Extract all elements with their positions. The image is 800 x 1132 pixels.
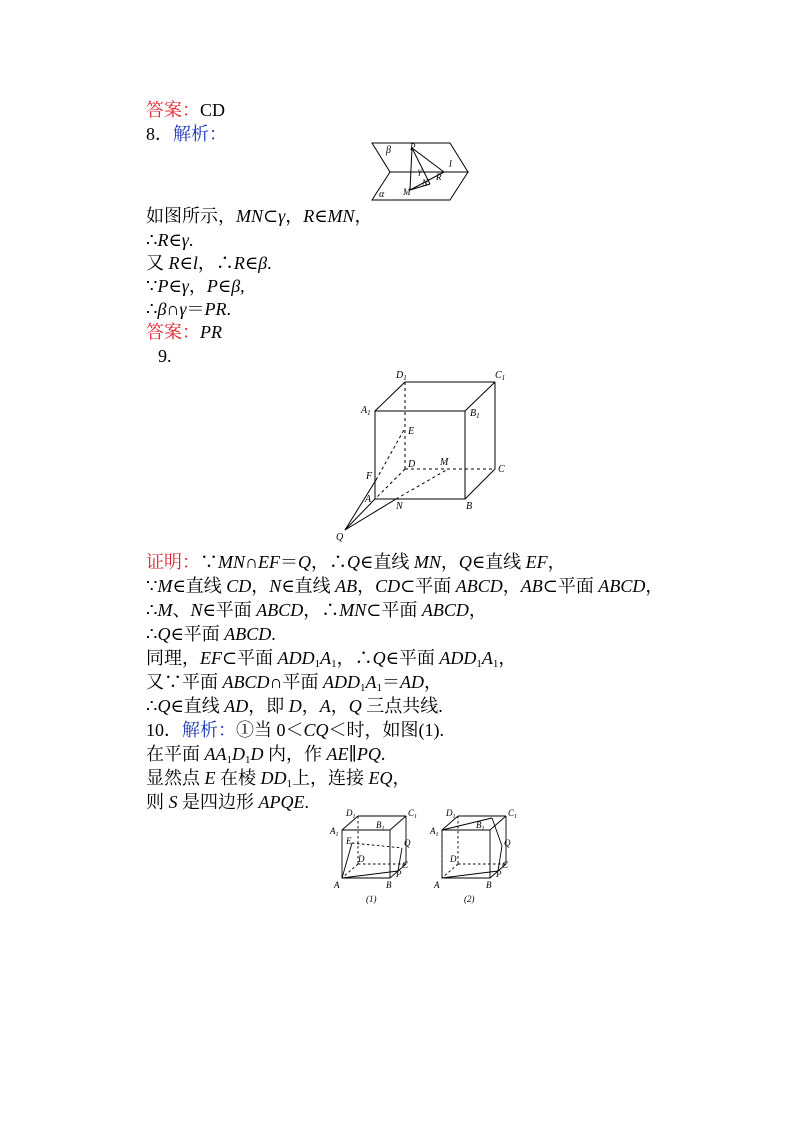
- answer-label: 答案：: [146, 100, 200, 120]
- text: 平面: [398, 648, 435, 668]
- text: .: [271, 624, 276, 644]
- label-Q: Q: [504, 838, 511, 848]
- text: ，∴: [303, 600, 340, 620]
- text: ∵: [146, 276, 158, 296]
- label-D1: $D_1$: [346, 808, 356, 820]
- q10-line3: 显然点 E 在棱 $DD_1$上，连接 EQ，: [146, 768, 411, 790]
- q9-proof-line6: 又∵平面 ABCD∩平面 $ADD_1A_1=AD$，: [146, 672, 442, 694]
- question-number: 9.: [158, 346, 172, 366]
- q7-answer-line: [146, 99, 225, 121]
- text: ∴: [146, 696, 158, 716]
- text: ，: [354, 206, 373, 226]
- text: 又∵平面: [146, 672, 218, 692]
- text: ∴: [146, 600, 158, 620]
- text: .: [304, 792, 309, 812]
- label-M: M: [403, 187, 411, 197]
- label-R: R: [436, 172, 442, 182]
- text: ∵: [200, 552, 218, 572]
- label-C: C: [402, 860, 409, 870]
- q9-proof-line7: ∴Q∈直线 AD，即 D，A，Q 三点共线.: [146, 696, 443, 716]
- text: ，: [251, 576, 270, 596]
- label-B: B: [386, 880, 392, 890]
- text: 又: [146, 253, 169, 273]
- label-B1: $B_1$: [376, 820, 385, 832]
- label-B: B: [466, 501, 473, 512]
- label-M: M: [440, 457, 449, 468]
- label-D: D: [450, 854, 457, 864]
- text: ∴: [146, 299, 158, 319]
- label-P: P: [496, 869, 502, 879]
- caption-2: (2): [464, 894, 475, 904]
- text: 则: [146, 792, 164, 812]
- text: 直线: [294, 576, 331, 596]
- question-number: 10．: [146, 720, 182, 740]
- label-A: A: [365, 494, 372, 505]
- label-C: C: [502, 860, 509, 870]
- label-alpha: α: [379, 189, 385, 200]
- q8-answer-line: [146, 321, 222, 343]
- label-A: A: [334, 880, 340, 890]
- q9-cube-figure: [330, 366, 520, 544]
- q10-line1: 10．解析：①当 0＜CQ＜时，如图(1).: [146, 720, 445, 740]
- q8-line3: 又 R∈l，∴R∈β.: [146, 253, 272, 273]
- text: ，: [645, 576, 664, 596]
- q9-proof-line4: ∴Q∈平面 ABCD.: [146, 624, 276, 644]
- analysis-label: 解析：: [182, 720, 236, 740]
- label-N: N: [396, 501, 403, 512]
- text: 平面: [215, 600, 252, 620]
- q9-proof-line2: ∵M∈直线 CD，N∈直线 AB，CD⊂平面 ABCD，AB⊂平面 ABCD，: [146, 576, 664, 596]
- label-beta: β: [386, 145, 391, 156]
- answer-value: PR: [200, 322, 222, 342]
- text: ，: [285, 206, 304, 226]
- label-A: A: [434, 880, 440, 890]
- label-C1: $C_1$: [408, 808, 418, 820]
- q8-heading: [146, 123, 227, 145]
- label-B1: $B_1$: [470, 408, 480, 420]
- question-number: 8．: [146, 124, 173, 144]
- q10-figure-1: [330, 808, 420, 906]
- label-P: P: [396, 869, 402, 879]
- text: ，: [424, 672, 442, 692]
- text: ，: [330, 696, 349, 716]
- q10-figure-2: [430, 808, 520, 906]
- text: 如图所示，: [146, 206, 236, 226]
- text: ①当 0＜: [236, 720, 304, 740]
- text: 直线: [373, 552, 410, 572]
- label-P: P: [410, 142, 416, 152]
- q9-heading: [158, 345, 172, 367]
- q8-line5: ∴β∩γ＝PR.: [146, 299, 232, 319]
- answer-label: 答案：: [146, 322, 200, 342]
- text: 平面: [415, 576, 452, 596]
- text: 平面: [183, 624, 220, 644]
- label-E: E: [346, 836, 352, 846]
- q8-line1: 如图所示，MN⊂γ，R∈MN，: [146, 206, 373, 226]
- text: 平面: [237, 648, 274, 668]
- text: ，: [502, 576, 521, 596]
- text: ，∴: [336, 648, 373, 668]
- label-C: C: [498, 464, 505, 475]
- text: ，: [498, 648, 517, 668]
- text: ，: [301, 696, 320, 716]
- q9-proof-line3: ∴M、N∈平面 ABCD，∴MN⊂平面 ABCD，: [146, 600, 487, 620]
- label-F: F: [366, 471, 373, 482]
- text: 、: [172, 600, 191, 620]
- q8-line4: ∵P∈γ，P∈β,: [146, 276, 245, 296]
- q9-proof-line5: 同理，EF⊂平面 $ADD_1A_1$，∴Q∈平面 $ADD_1A_1$，: [146, 648, 517, 670]
- text: 显然点: [146, 768, 200, 788]
- text: ∴: [146, 624, 158, 644]
- q9-proof-line1: 证明：∵MN∩EF＝Q，∴Q∈直线 MN，Q∈直线 EF，: [146, 552, 566, 572]
- label-Q: Q: [336, 532, 344, 543]
- text: ，: [188, 276, 207, 296]
- text: 同理，: [146, 648, 200, 668]
- text: ，: [468, 600, 487, 620]
- label-gamma: γ: [418, 166, 422, 176]
- label-l: l: [449, 159, 452, 170]
- q10-line4: 则 S 是四边形 APQE.: [146, 792, 309, 812]
- label-D1: $D_1$: [396, 370, 407, 382]
- answer-value: CD: [200, 100, 226, 120]
- proof-label: 证明：: [146, 552, 200, 572]
- text: ，: [392, 768, 411, 788]
- text: ∵: [146, 576, 158, 596]
- text: ∴: [146, 230, 158, 250]
- text: 平面: [557, 576, 594, 596]
- text: 在棱: [220, 768, 256, 788]
- label-Q: Q: [404, 838, 411, 848]
- label-B1: $B_1$: [476, 820, 485, 832]
- q8-line2: ∴R∈γ.: [146, 230, 194, 250]
- text: .: [380, 744, 386, 764]
- text: 平面: [381, 600, 418, 620]
- text: ，: [357, 576, 376, 596]
- label-B: B: [486, 880, 492, 890]
- text: ，∴: [311, 552, 347, 572]
- text: 直线: [183, 696, 220, 716]
- text: 直线: [185, 576, 222, 596]
- label-C1: $C_1$: [495, 370, 506, 382]
- label-E: E: [408, 426, 415, 437]
- text: ，即: [248, 696, 285, 716]
- text: 内，作: [268, 744, 322, 764]
- label-C1: $C_1$: [508, 808, 518, 820]
- text: ，: [547, 552, 566, 572]
- label-N: N: [422, 178, 429, 188]
- text: 上，连接: [292, 768, 364, 788]
- text: ＜时，如图(1).: [328, 720, 445, 740]
- label-D1: $D_1$: [446, 808, 456, 820]
- q8-planes-figure: [372, 140, 472, 204]
- text: ，∴: [197, 253, 234, 273]
- text: ∩平面: [269, 672, 319, 692]
- label-D: D: [408, 459, 416, 470]
- text: 在平面: [146, 744, 200, 764]
- text: ，: [440, 552, 459, 572]
- label-A1: $A_1$: [330, 826, 339, 838]
- q10-line2: 在平面 $AA_1D_1D$ 内，作 AE∥PQ.: [146, 744, 386, 766]
- text: 三点共线.: [366, 696, 443, 716]
- caption-1: (1): [366, 894, 377, 904]
- text: 是四边形: [182, 792, 254, 812]
- label-A1: $A_1$: [430, 826, 439, 838]
- text: ＝: [382, 672, 400, 692]
- label-A1: $A_1$: [361, 405, 371, 417]
- analysis-label: 解析：: [173, 124, 227, 144]
- text: 直线: [485, 552, 522, 572]
- label-D: D: [358, 854, 365, 864]
